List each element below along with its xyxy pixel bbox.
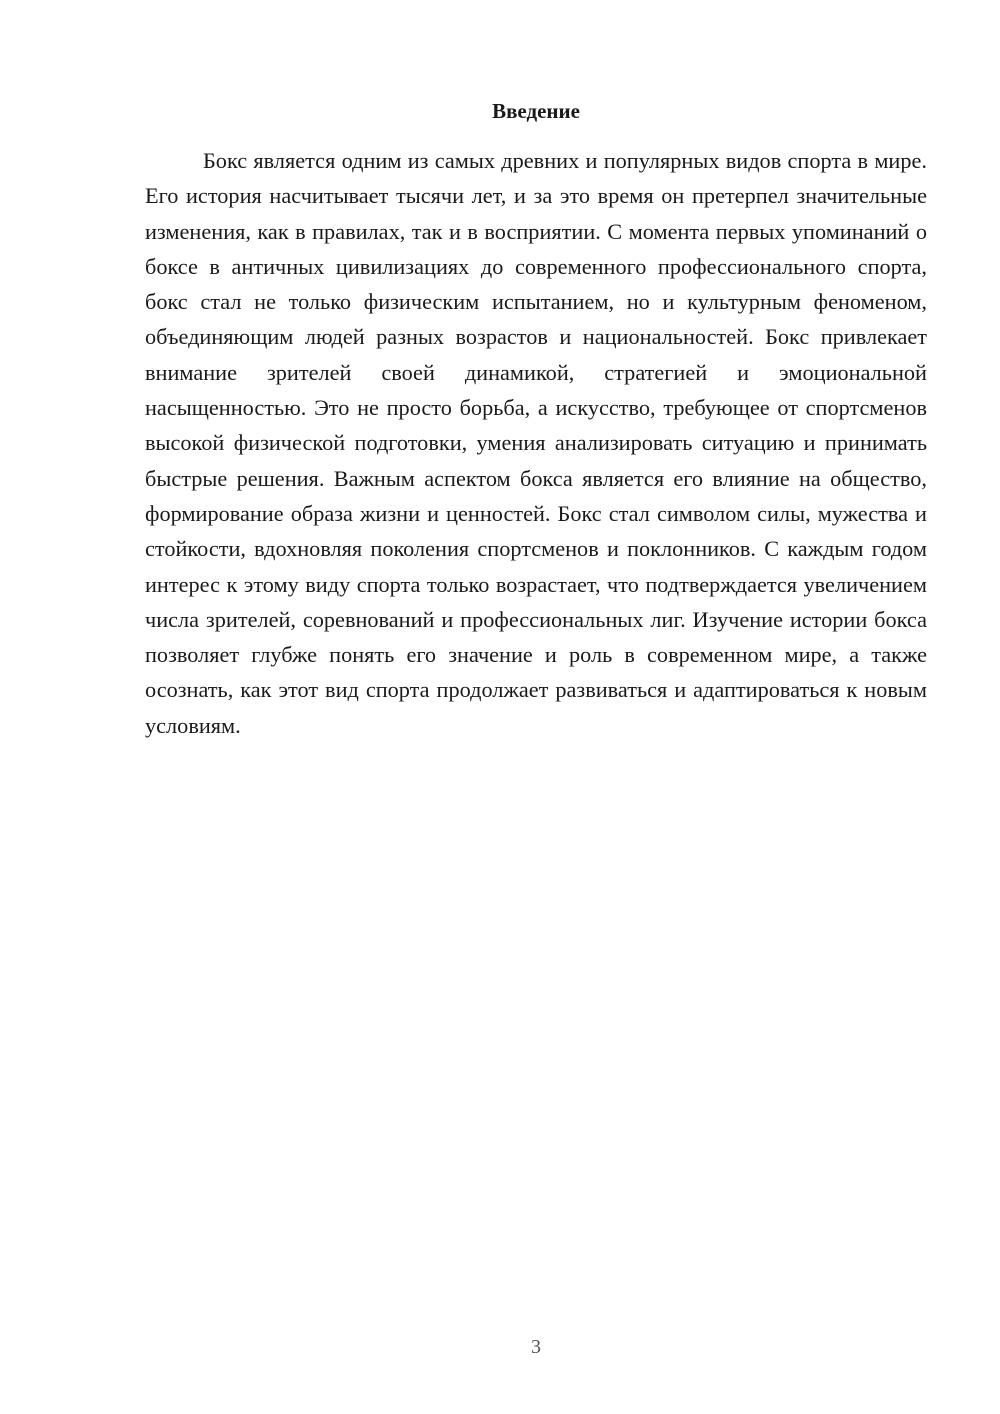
page-heading: Введение <box>492 99 580 123</box>
body-paragraph: Бокс является одним из самых древних и популярных видов спорта в мире. Его история насчитывает тысячи лет, и за это время он претерпел значительные изменения, как в правилах, так и в восприятии. С момента первых упоминаний о боксе в античных цивилизациях до современного профессионального спорта, бокс стал не только физическим испытанием, но и культурным феноменом, объединяющим людей разных возрастов и национальностей. Бокс привлекает внимание зрителей своей динамикой, стратегией и эмоциональной насыщенностью. Это не просто борьба, а искусство, требующее от спортсменов высокой физической подготовки, умения анализировать ситуацию и принимать быстрые решения. Важным аспектом бокса является его влияние на общество, формирование образа жизни и ценностей. Бокс стал символом силы, мужества и стойкости, вдохновляя поколения спортсменов и поклонников. С каждым годом интерес к этому виду спорта только возрастает, что подтверждается увеличением числа зрителей, соревнований и профессиональных лиг. Изучение истории бокса позволяет глубже понять его значение и роль в современном мире, а также осознать, как этот вид спорта продолжает развиваться и адаптироваться к новым условиям. <box>145 148 927 738</box>
page-number: 3 <box>531 1336 541 1358</box>
